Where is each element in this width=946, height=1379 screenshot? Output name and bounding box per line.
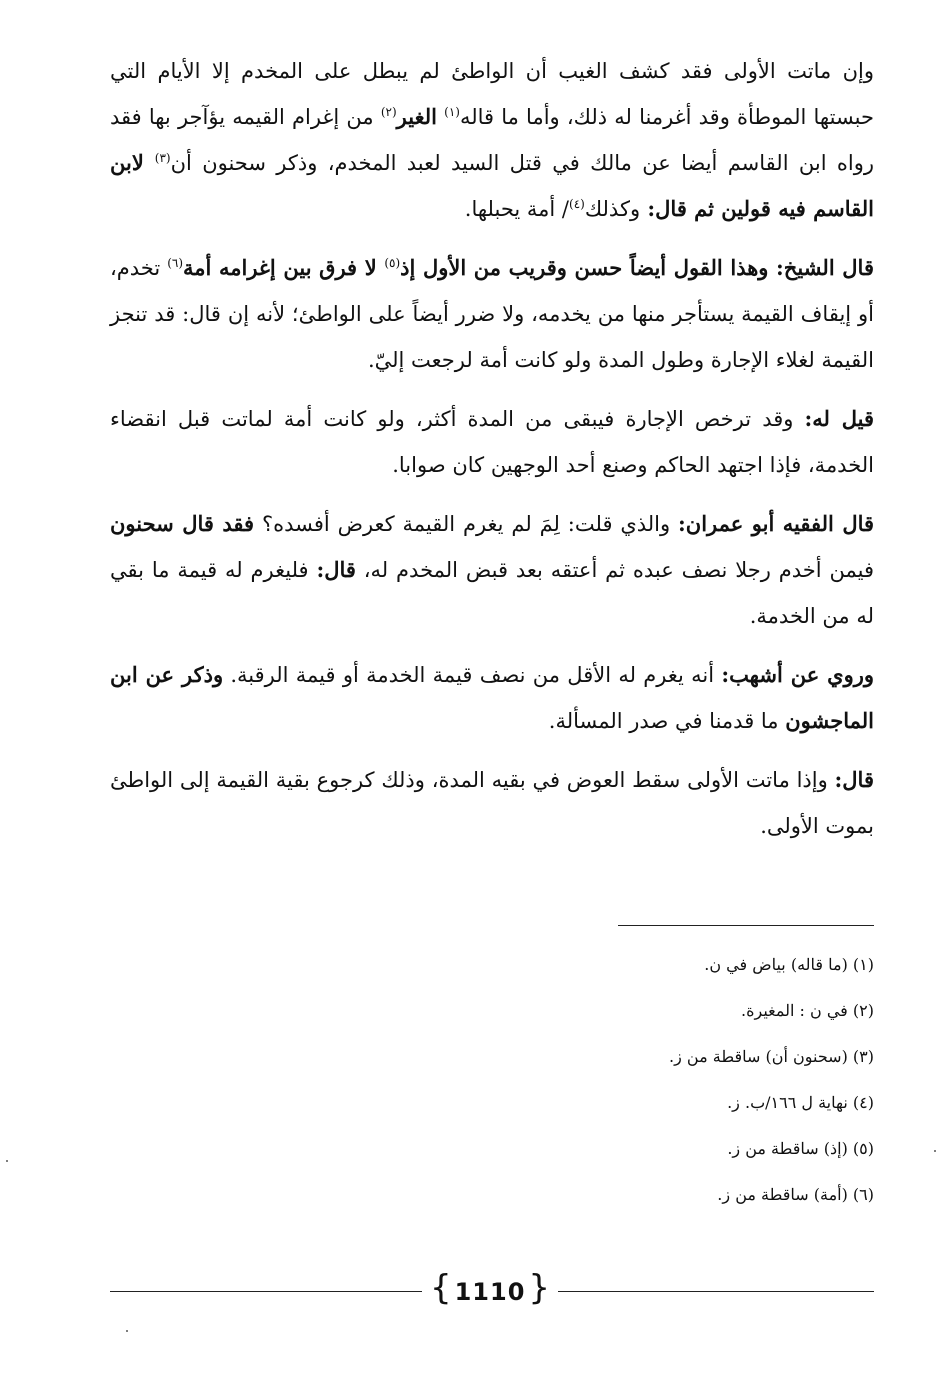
page-number-rule-right: [558, 1291, 874, 1292]
page-number-frame: [428, 1268, 552, 1312]
text-run: قيل له:: [804, 406, 874, 431]
footnote-marker: (٥): [384, 256, 401, 270]
paragraph: [110, 48, 874, 232]
text-run: لابن القاسم فيه قولين ثم قال:: [110, 150, 874, 221]
open-brace-ornament: {: [430, 1268, 452, 1308]
footnote-4: (٤) نهاية ل ١٦٦/ب. ز.: [727, 1093, 874, 1112]
footnote-marker: (١): [444, 105, 460, 119]
text-run: ما قدمنا في صدر المسألة.: [548, 709, 786, 733]
text-run: لا فرق بين إغرامه أمة: [183, 255, 385, 280]
text-run: والذي قلت: لِمَ لم يغرم القيمة كعرض أفسده؟: [254, 512, 679, 536]
footnote-1: (١) (ما قاله) بياض في ن.: [704, 955, 874, 974]
footnote-marker: (٤): [569, 197, 585, 211]
text-run: قال الشيخ: وهذا القول أيضاً حسن وقريب من الأول إذ: [400, 255, 874, 280]
main-text: [110, 48, 874, 862]
paragraph: [110, 245, 874, 383]
footnote-3: (٣) (سحنون أن) ساقطة من ز.: [669, 1047, 874, 1066]
text-run: من إغرام القيمه يؤآجر بها فقد رواه ابن القاسم أيضا عن مالك في قتل السيد لعبد المخدم، وذكر سحنون أن: [110, 105, 874, 175]
text-run: أنه يغرم له الأقل من نصف قيمة الخدمة أو قيمة الرقبة.: [223, 663, 722, 687]
text-run: قال:: [834, 767, 874, 792]
text-run: قال الفقيه أبو عمران:: [678, 511, 875, 536]
paragraph: [110, 652, 874, 744]
footnote-marker: (٣): [154, 151, 171, 165]
text-run: وروي عن أشهب:: [721, 662, 874, 687]
text-run: فقد قال سحنون: [110, 511, 255, 536]
text-run: وإن ماتت الأولى فقد كشف الغيب أن الواطئ لم يبطل على المخدم إلا الأيام التي حبستها الموطأة وقد أغرمنا له ذلك، وأما ما قاله: [110, 59, 875, 129]
close-brace-ornament: }: [528, 1268, 550, 1308]
footnote-marker: (٦): [167, 256, 184, 270]
scan-speck: [6, 1160, 8, 1162]
text-run: وكذلك: [584, 197, 641, 221]
page-number-bar: [110, 1268, 874, 1312]
paragraph: [110, 757, 874, 849]
footnote-marker: (٢): [380, 105, 397, 119]
scan-speck: [934, 1150, 936, 1152]
footnote-6: (٦) (أمة) ساقطة من ز.: [717, 1185, 874, 1204]
text-run: وإذا ماتت الأولى سقط العوض في بقيه المدة، وذلك كرجوع بقية القيمة إلى الواطئ بموت الأولى.: [110, 768, 874, 838]
text-run: الغير: [396, 104, 437, 129]
text-run: وقد ترخص الإجارة فيبقى من المدة أكثر، ولو كانت أمة لماتت قبل انقضاء الخدمة، فإذا اجتهد الحاكم وصنع أحد الوجهين كان صوابا.: [110, 407, 874, 477]
paragraph: [110, 396, 874, 488]
page-number-rule-left: [110, 1291, 422, 1292]
footnote-2: (٢) في ن : المغيرة.: [741, 1001, 874, 1020]
text-run: قال:: [316, 557, 356, 582]
footnotes-list: [480, 950, 874, 1226]
scan-speck: [126, 1330, 128, 1332]
text-run: فليغرم له قيمة ما بقي له من الخدمة.: [110, 558, 874, 628]
text-run: / أمة يحبلها.: [464, 197, 569, 221]
footnote-5: (٥) (إذ) ساقطة من ز.: [727, 1139, 874, 1158]
paragraph: [110, 501, 874, 639]
footnote-separator: [618, 925, 874, 926]
text-run: وذكر عن ابن الماجشون: [110, 662, 874, 733]
page-number: 1110: [454, 1278, 526, 1306]
text-run: تخدم، أو إيقاف القيمة يستأجر منها من يخدمه، ولا ضرر أيضاً على الواطئ؛ لأنه إن قال: قد تنجز القيمة لغلاء الإجارة وطول المدة ولو كانت أمة لرجعت إليّ.: [110, 256, 874, 372]
text-run: فيمن أخدم رجلا نصف عبده ثم أعتقه بعد قبض المخدم له،: [355, 558, 874, 582]
